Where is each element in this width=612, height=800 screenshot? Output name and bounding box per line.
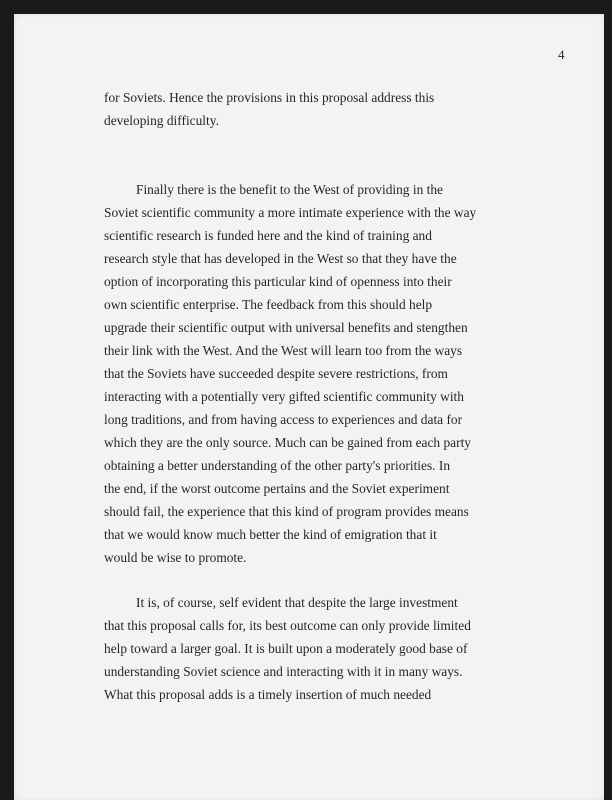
text-line: option of incorporating this particular kind of openness into their <box>104 274 452 289</box>
text-line: interacting with a potentially very gifted scientific community with <box>104 389 464 404</box>
page-number: 4 <box>558 47 565 62</box>
text-line: should fail, the experience that this kind of program provides means <box>104 504 469 519</box>
paragraph-2 <box>104 178 534 569</box>
text-line: the end, if the worst outcome pertains and the Soviet experiment <box>104 481 450 496</box>
paragraph-1 <box>104 86 534 132</box>
paragraph-3 <box>104 591 534 706</box>
text-line: their link with the West. And the West will learn too from the ways <box>104 343 463 358</box>
text-line: Soviet scientific community a more intimate experience with the way <box>104 205 477 220</box>
text-line: which they are the only source. Much can be gained from each party <box>104 435 471 450</box>
text-line: obtaining a better understanding of the other party's priorities. In <box>104 458 451 473</box>
text-line: upgrade their scientific output with universal benefits and stengthen <box>104 320 468 335</box>
text-line: developing difficulty. <box>104 113 219 128</box>
text-line: that we would know much better the kind of emigration that it <box>104 527 437 542</box>
text-line: Finally there is the benefit to the West of providing in the <box>136 182 443 197</box>
text-line: own scientific enterprise. The feedback from this should help <box>104 297 433 312</box>
text-line: It is, of course, self evident that despite the large investment <box>136 595 458 610</box>
text-line: help toward a larger goal. It is built upon a moderately good base of <box>104 641 468 656</box>
text-line: that this proposal calls for, its best outcome can only provide limited <box>104 618 471 633</box>
text-line: research style that has developed in the West so that they have the <box>104 251 457 266</box>
text-line: What this proposal adds is a timely insertion of much needed <box>104 687 432 702</box>
text-line: long traditions, and from having access to experiences and data for <box>104 412 463 427</box>
text-line: for Soviets. Hence the provisions in this proposal address this <box>104 90 435 105</box>
text-line: scientific research is funded here and the kind of training and <box>104 228 432 243</box>
text-line: would be wise to promote. <box>104 550 247 565</box>
text-line: understanding Soviet science and interacting with it in many ways. <box>104 664 463 679</box>
text-line: that the Soviets have succeeded despite severe restrictions, from <box>104 366 448 381</box>
